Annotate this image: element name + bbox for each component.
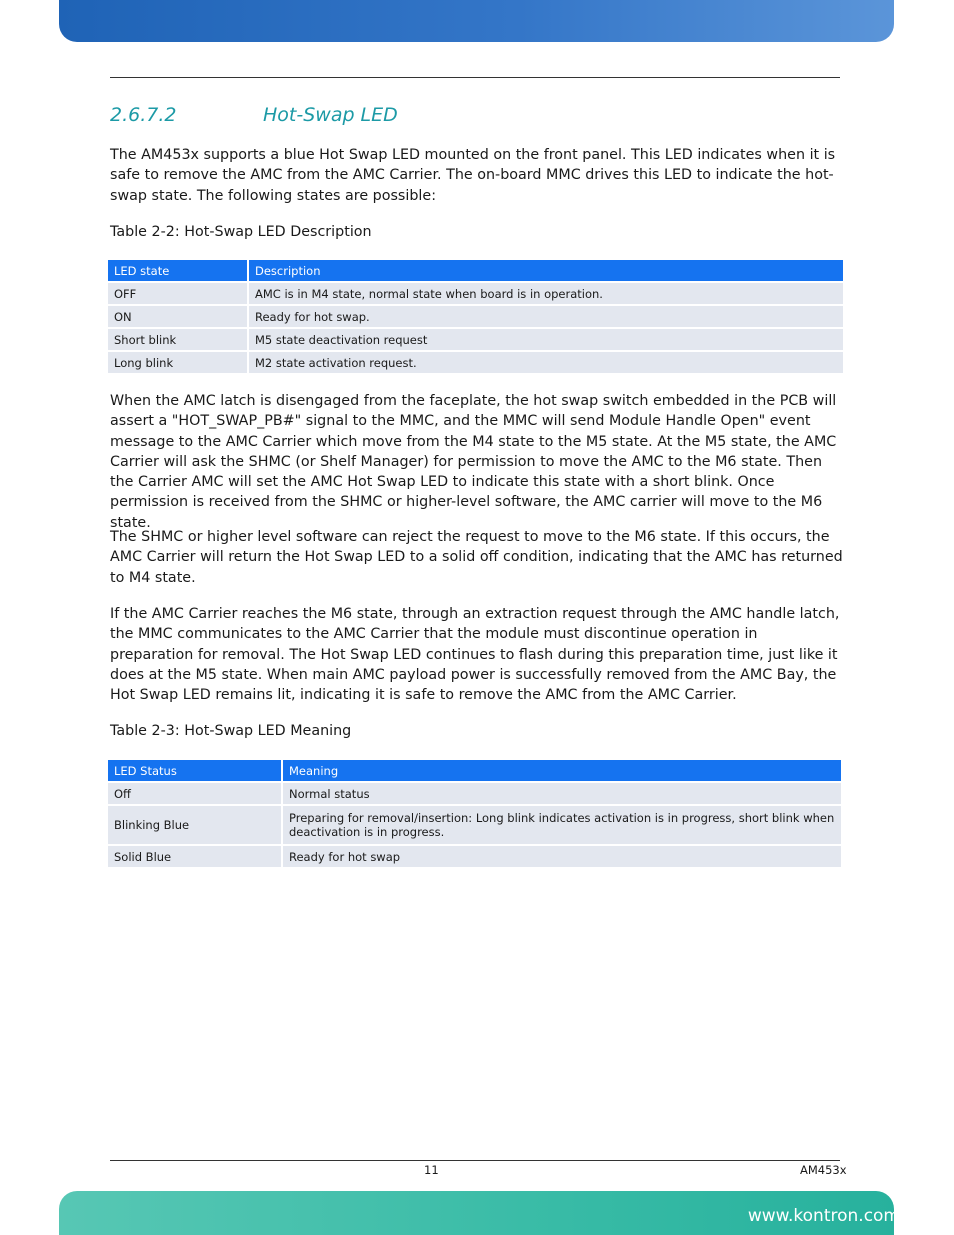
led-status-cell: Off: [108, 781, 283, 804]
led-meaning-table: [108, 760, 841, 867]
section-title: Hot-Swap LED: [263, 104, 398, 126]
column-header: Description: [249, 260, 843, 281]
led-state-cell: Long blink: [108, 350, 249, 373]
section-number: 2.6.7.2: [110, 104, 177, 126]
header-banner: [59, 0, 894, 42]
extraction-paragraph: If the AMC Carrier reaches the M6 state, through an extraction request through the AMC handle latch, the MMC communicates to the AMC Carrier that the module must discontinue operation in preparation for removal. The Hot Swap LED continues to flash during this preparation time, just like it does at the M5 state. When main AMC payload power is successfully removed from the AMC Bay, the Hot Swap LED remains lit, indicating it is safe to remove the AMC from the AMC Carrier.: [110, 606, 840, 704]
description-cell: M2 state activation request.: [249, 350, 843, 373]
header-divider: [110, 77, 840, 78]
led-state-cell: OFF: [108, 281, 249, 304]
description-cell: Ready for hot swap.: [249, 304, 843, 327]
table2-caption: Table 2-3: Hot-Swap LED Meaning: [110, 723, 352, 739]
description-cell: M5 state deactivation request: [249, 327, 843, 350]
website-link[interactable]: www.kontron.com: [747, 1206, 900, 1226]
led-description-table: [108, 260, 843, 373]
table-row: [108, 304, 843, 327]
table-row: [108, 350, 843, 373]
footer-divider: [110, 1160, 840, 1161]
table-header-row: [108, 760, 841, 781]
reject-paragraph: The SHMC or higher level software can reject the request to move to the M6 state. If this occurs, the AMC Carrier will return the Hot Swap LED to a solid off condition, indicating that the AMC has returned to M4 state.: [110, 529, 843, 586]
table-header-row: [108, 260, 843, 281]
column-header: LED state: [108, 260, 249, 281]
product-name: AM453x: [800, 1163, 847, 1177]
table-row: [108, 844, 841, 867]
table-row: [108, 781, 841, 804]
led-state-cell: ON: [108, 304, 249, 327]
section-heading: [110, 104, 398, 126]
table-row: [108, 327, 843, 350]
led-state-cell: Short blink: [108, 327, 249, 350]
led-status-cell: Blinking Blue: [108, 804, 283, 844]
meaning-cell: Ready for hot swap: [283, 844, 841, 867]
column-header: LED Status: [108, 760, 283, 781]
description-cell: AMC is in M4 state, normal state when board is in operation.: [249, 281, 843, 304]
table-row: [108, 281, 843, 304]
page-number: 11: [424, 1163, 439, 1177]
meaning-cell: Preparing for removal/insertion: Long blink indicates activation is in progress, short blink when deactivation is in progress.: [283, 804, 841, 844]
latch-paragraph: When the AMC latch is disengaged from the faceplate, the hot swap switch embedded in the PCB will assert a "HOT_SWAP_PB#" signal to the MMC, and the MMC will send Module Handle Open" event message to the AMC Carrier which move from the M4 state to the M5 state. At the M5 state, the AMC Carrier will ask the SHMC (or Shelf Manager) for permission to move the AMC to the M6 state. Then the Carrier AMC will set the AMC Hot Swap LED to indicate this state with a short blink. Once permission is received from the SHMC or higher-level software, the AMC carrier will move to the M6 state.: [110, 393, 837, 531]
table1-caption: Table 2-2: Hot-Swap LED Description: [110, 224, 372, 240]
led-status-cell: Solid Blue: [108, 844, 283, 867]
meaning-cell: Normal status: [283, 781, 841, 804]
intro-paragraph: The AM453x supports a blue Hot Swap LED mounted on the front panel. This LED indicates when it is safe to remove the AMC from the AMC Carrier. The on-board MMC drives this LED to indicate the hot-swap state. The following states are possible:: [110, 147, 836, 204]
column-header: Meaning: [283, 760, 841, 781]
table-row: [108, 804, 841, 844]
